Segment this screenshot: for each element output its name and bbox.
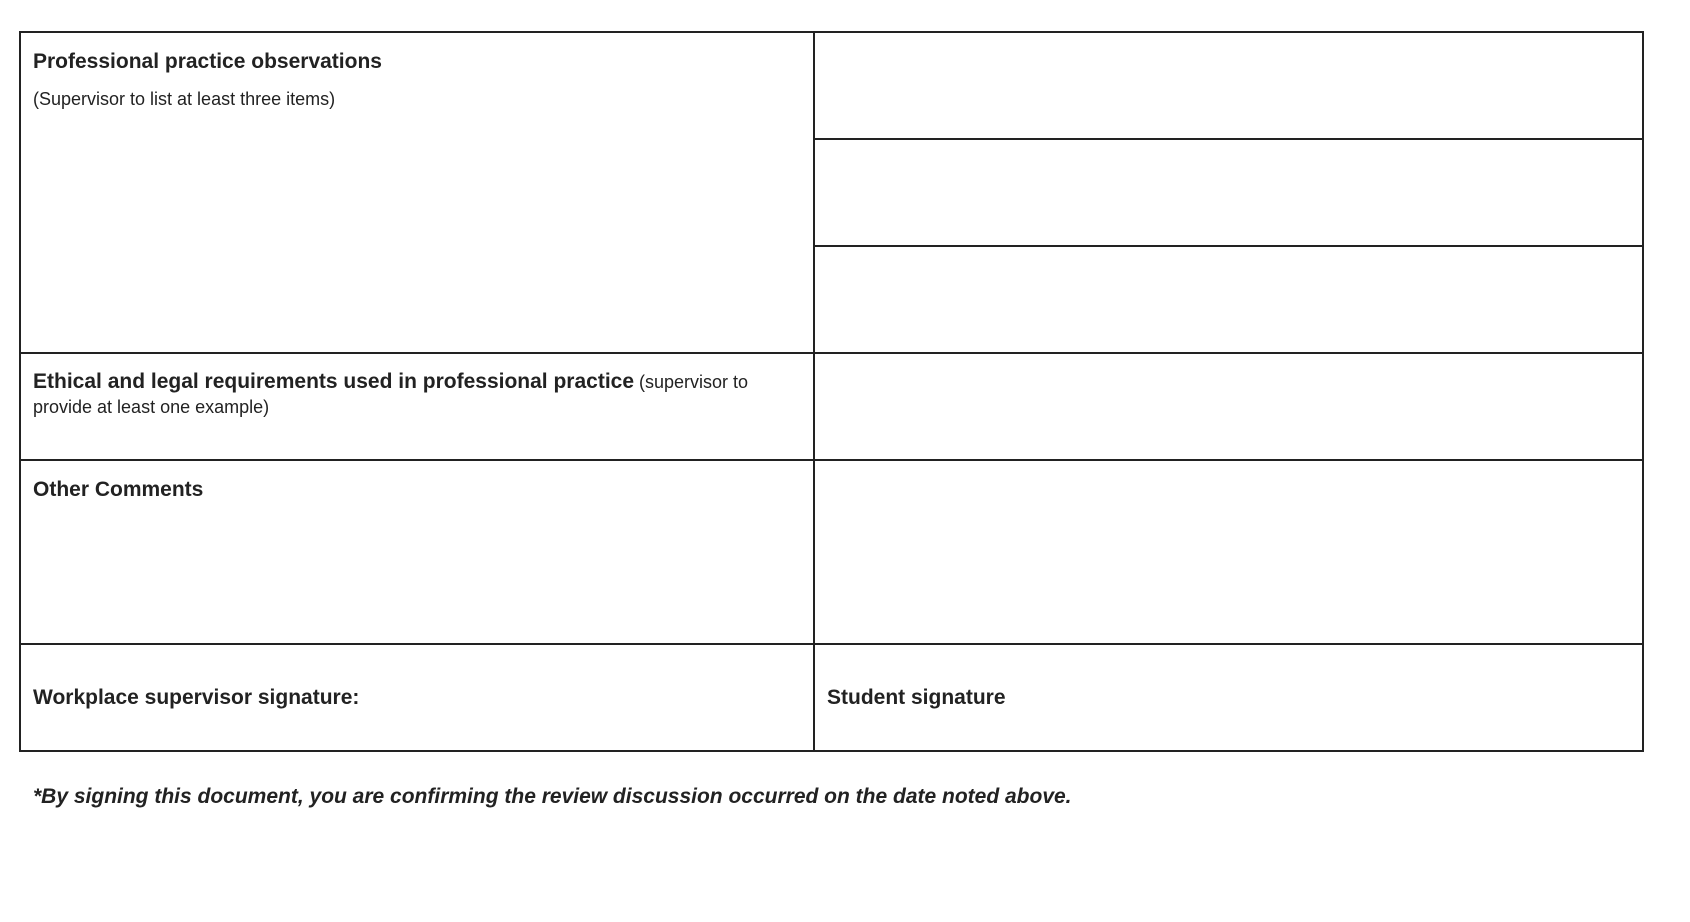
supervisor-signature-label: Workplace supervisor signature: [33, 686, 360, 709]
comments-row [20, 460, 1643, 644]
student-signature-cell[interactable] [814, 644, 1643, 751]
student-signature-label: Student signature [827, 686, 1006, 709]
ethics-row [20, 353, 1643, 460]
observations-subtext: (Supervisor to list at least three items) [33, 89, 336, 109]
observation-entry-1[interactable] [814, 32, 1643, 139]
observation-entry-2[interactable] [814, 139, 1643, 246]
observations-row-1 [20, 32, 1643, 139]
observations-heading: Professional practice observations [33, 50, 382, 73]
ethics-subtext: (supervisor to provide at least one example) [33, 372, 749, 417]
signing-footnote: *By signing this document, you are confirming the review discussion occurred on the date noted above. [33, 785, 1072, 808]
signature-row [20, 644, 1643, 751]
ethics-heading: Ethical and legal requirements used in professional practice [33, 370, 635, 393]
comments-entry[interactable] [814, 460, 1643, 644]
observations-label-cell [20, 32, 814, 353]
observation-entry-3[interactable] [814, 246, 1643, 353]
ethics-entry[interactable] [814, 353, 1643, 460]
comments-heading: Other Comments [33, 478, 204, 501]
supervisor-signature-cell[interactable] [20, 644, 814, 751]
ethics-label-cell [20, 353, 814, 460]
review-form-table [19, 31, 1644, 752]
comments-label-cell [20, 460, 814, 644]
